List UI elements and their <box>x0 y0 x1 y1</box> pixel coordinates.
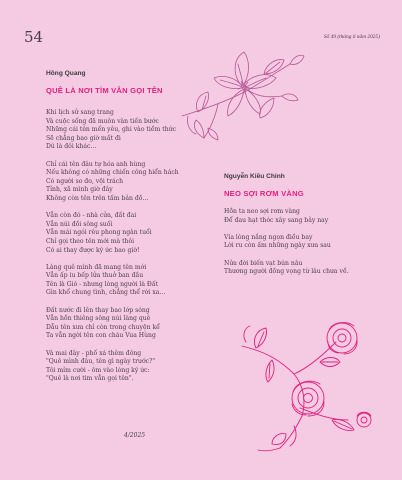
poem-line: Và mai đây - phố xá thêm đông <box>46 349 142 357</box>
poem-line: "Quê là nơi tim vẫn gọi tên". <box>46 375 134 383</box>
poem-line: Khi lịch sử sang trang <box>46 109 114 116</box>
flower-illustration-bottom <box>236 316 386 456</box>
poem-line: Những cái tên mến yêu, ghi vào tiềm thức <box>46 126 176 134</box>
poem2-stanza <box>224 260 349 277</box>
poem2-body <box>224 208 349 285</box>
poem-line: Vẫn hồn thiêng sông núi làng quê <box>46 315 151 323</box>
poem-line: Không còn tên trên tấm bản đồ… <box>46 194 149 202</box>
poem2-stanza <box>224 208 349 225</box>
poem1-stanza <box>46 264 179 298</box>
poem-line: Nửa đời biến vạt bún nâu <box>224 259 303 267</box>
poem-line: Sẽ chẳng bao giờ mất đi <box>46 134 121 142</box>
poem-line: Gìn khổ chung tình, chẳng thể rời xa… <box>46 289 166 297</box>
poem1-author: Hồng Quang <box>46 70 86 77</box>
poem-line: Chỉ gọi theo tên mới mà thôi <box>46 237 135 245</box>
poem-line: Làng quê mình đã mang tên mới <box>46 263 147 271</box>
poem1-body <box>46 109 179 393</box>
poem-line: "Quê mình đâu, tên gì ngày trước?" <box>46 358 156 366</box>
poem-line: Vẫn còn đó - nhà cửa, đất đai <box>46 212 137 220</box>
poem-line: Vẫn ấp iu bếp lửa thuở ban đầu <box>46 272 144 280</box>
flower-illustration-top <box>178 34 308 152</box>
poem-line: Nếu không có những chiến công hiển hách <box>46 169 179 177</box>
poem-line: Dù là đôi khác… <box>46 143 97 151</box>
poem1-stanza <box>46 350 179 384</box>
poem-line: Tỉnh, xã mình giờ đây <box>46 186 113 194</box>
poem-line: Để đau hạt thóc xây sang bảy nay <box>224 216 329 224</box>
poem-line: Có người so đo, vội trách <box>46 177 124 185</box>
poem-line: Và cuộc sống đã muôn vàn tiến bước <box>46 117 159 125</box>
poem-line: Vẫn mái ngói rêu phong ngàn tuổi <box>46 229 152 237</box>
poem-line: Ta vẫn ngời tên con cháu Vua Hùng <box>46 332 156 340</box>
poem1-title: QUÊ LÀ NƠI TÌM VẪN GỌI TÊN <box>46 86 163 95</box>
poem-line: Hồn ta neo sợi rơm vàng <box>224 208 300 215</box>
poem1-stanza <box>46 212 179 255</box>
poem1-stanza <box>46 109 179 152</box>
poem2-author: Nguyễn Kiều Chinh <box>224 173 285 180</box>
poem1-stanza <box>46 307 179 341</box>
poem-line: Thương người đồng vọng từ lâu chưa về. <box>224 268 349 276</box>
poem-line: Dẫu tên xưa chỉ còn trong chuyện kể <box>46 323 160 331</box>
poem-line: Có ai thay được ký ức bao giờ! <box>46 246 140 254</box>
poem-line: Vẫn núi đồi sông suối <box>46 220 113 228</box>
poem2-stanza <box>224 234 349 251</box>
poem-line: Đất nước đi lên thay bao lớp sóng <box>46 306 150 314</box>
poem-line: Vía lòng nắng ngọn điều bay <box>224 233 313 241</box>
poem-line: Chỉ cái tên đâu tự hóa anh hùng <box>46 160 146 168</box>
poem2-title: NEO SỢI RƠM VÀNG <box>224 189 304 198</box>
poem1-stanza <box>46 161 179 204</box>
page-number: 54 <box>24 28 44 46</box>
poem-line: Lời ru còn ấm những ngày xưa sau <box>224 242 331 250</box>
poem1-date: 4/2025 <box>124 432 146 439</box>
poem-line: Tôi mỉm cười - ôm vào lòng ký ức: <box>46 366 150 374</box>
issue-info: Số 49 (tháng 6 năm 2025) <box>323 34 380 40</box>
poem-line: Tên là Gió - nhưng lòng người là Đất <box>46 280 159 288</box>
